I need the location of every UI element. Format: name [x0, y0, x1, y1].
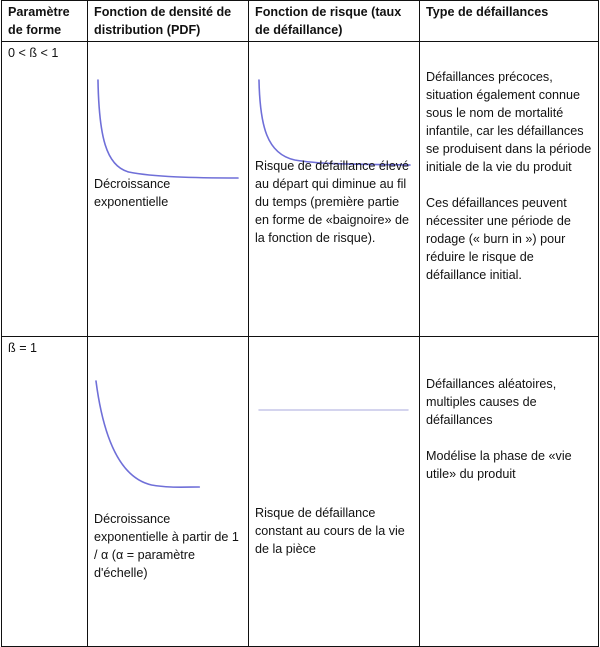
hazard-cell — [249, 42, 420, 337]
hazard-cell — [249, 337, 420, 647]
header-row — [2, 1, 599, 42]
header-hazard-function: Fonction de risque (taux de défaillance) — [249, 1, 420, 42]
pdf-description: Décroissance exponentielle — [94, 177, 171, 209]
shape-parameter-value: 0 < ß < 1 — [8, 46, 59, 60]
hazard-description: Risque de défaillance élevé au départ qui diminue au fil du temps (première partie en forme de «baignoire» de la fonction de risque). — [255, 159, 410, 245]
failure-type-note: Ces défaillances peuvent nécessiter une période de rodage (« burn in ») pour réduire le risque de défaillance initial. — [426, 196, 571, 282]
table-row — [2, 337, 599, 647]
shape-parameter-cell — [2, 42, 88, 337]
failure-type-note: Modélise la phase de «vie utile» du produit — [426, 449, 572, 481]
pdf-cell — [88, 42, 249, 337]
failure-type-text: Défaillances précoces, situation également connue sous le nom de mortalité infantile, car les défaillances se produisent dans la période initiale de la vie du produit — [426, 70, 592, 174]
header-failure-type: Type de défaillances — [420, 1, 599, 42]
header-pdf: Fonction de densité de distribution (PDF) — [88, 1, 249, 42]
pdf-description: Décroissance exponentielle à partir de 1 / α (α = paramètre d'échelle) — [94, 512, 239, 580]
failure-type-cell — [420, 337, 599, 647]
weibull-failure-table — [1, 0, 599, 647]
shape-parameter-value: ß = 1 — [8, 341, 38, 355]
failure-type-text: Défaillances aléatoires, multiples causes de défaillances — [426, 377, 557, 427]
failure-type-cell — [420, 42, 599, 337]
table-row — [2, 42, 599, 337]
header-shape-parameter: Paramètre de forme — [2, 1, 88, 42]
hazard-description: Risque de défaillance constant au cours de la vie de la pièce — [255, 506, 405, 556]
pdf-cell — [88, 337, 249, 647]
shape-parameter-cell — [2, 337, 88, 647]
pdf-exponential-curve — [94, 377, 242, 497]
pdf-decay-curve — [94, 76, 242, 186]
hazard-constant-line — [255, 405, 413, 415]
